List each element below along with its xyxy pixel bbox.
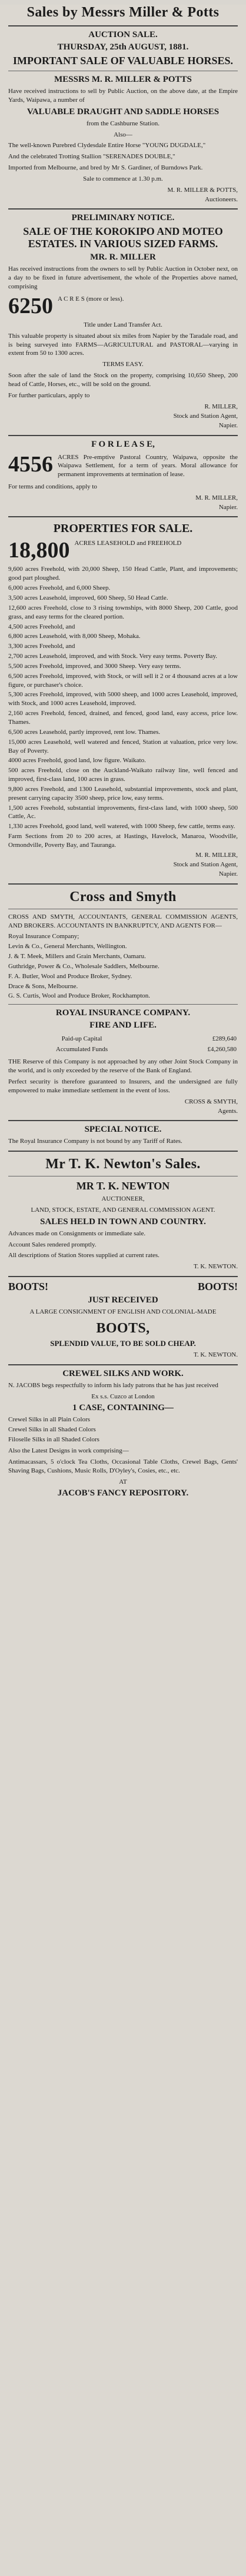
list-item: Royal Insurance Company; bbox=[8, 933, 79, 940]
list-item: 9,600 acres Freehold, with 20,000 Sheep, 150 Head Cattle, Plant, and improvements; good part ploughed. bbox=[8, 566, 238, 582]
acres-text: A C R E S (more or less). bbox=[58, 295, 124, 303]
section-header: Mr T. K. Newton's Sales. bbox=[45, 1156, 201, 1172]
firm-name: MESSRS M. R. MILLER & POTTS bbox=[54, 75, 192, 84]
lease-number: 4556 bbox=[8, 451, 53, 477]
list-item: 2,160 acres Freehold, fenced, drained, and fenced, good land, easy access, price low. Thames. bbox=[8, 710, 238, 726]
also-label: Also— bbox=[114, 131, 132, 138]
list-item: 6,800 acres Leasehold, with 8,000 Sheep, Mohaka. bbox=[8, 633, 141, 640]
miller-potts-section bbox=[8, 5, 238, 204]
divider bbox=[8, 1120, 238, 1121]
list-item: J. & T. Meek, Millers and Grain Merchants, Oamaru. bbox=[8, 953, 146, 960]
divider bbox=[8, 1276, 238, 1277]
body-text: Has received instructions from the owners to sell by Public Auction in October next, on a day to be fixed in future advertisement, the whole of the Properties above named, comprising bbox=[8, 265, 238, 291]
special-notice-section bbox=[8, 1125, 238, 1146]
just-received: JUST RECEIVED bbox=[88, 1295, 158, 1305]
properties-row bbox=[8, 539, 238, 561]
divider bbox=[8, 208, 238, 210]
divider bbox=[8, 1004, 238, 1005]
body-text: Antimacassars, 5 o'clock Tea Cloths, Occasional Table Cloths, Crewel Bags, Gents' Shaving Bags, Cushions, Music Rolls, D'Oyley's, Cosies, etc., etc. bbox=[8, 1458, 238, 1474]
capital-table bbox=[8, 1033, 238, 1055]
signature-line: CROSS & SMYTH, bbox=[184, 1098, 238, 1105]
sale-title: IMPORTANT SALE OF VALUABLE HORSES. bbox=[13, 55, 233, 67]
auction-sale-label: AUCTION SALE. bbox=[88, 30, 158, 39]
signature-line: M. R. MILLER & POTTS, bbox=[167, 186, 238, 194]
newton-section bbox=[8, 1156, 238, 1271]
agent-name: MR T. K. NEWTON bbox=[76, 1180, 170, 1192]
list-item: 6,000 acres Freehold, and 6,000 Sheep. bbox=[8, 584, 111, 592]
list-item: Drace & Sons, Melbourne. bbox=[8, 982, 78, 990]
list-item: 4000 acres Freehold, good land, low figure. Waikato. bbox=[8, 757, 146, 765]
sale-time: Sale to commence at 1.30 p.m. bbox=[83, 175, 163, 182]
table-row bbox=[9, 1045, 237, 1054]
agent-name: MR. R. MILLER bbox=[90, 252, 156, 262]
signature-line: Napier. bbox=[218, 422, 238, 430]
acres-row bbox=[8, 295, 238, 317]
list-item: Guthridge, Power & Co., Wholesale Saddlers, Melbourne. bbox=[8, 962, 159, 970]
capital-value: £289,640 bbox=[212, 1035, 237, 1043]
list-item: Crewel Silks in all Shaded Colors bbox=[8, 1426, 96, 1434]
list-item: F. A. Butler, Wool and Produce Broker, Sydney. bbox=[8, 972, 132, 980]
body-text: Perfect security is therefore guaranteed to Insurers, and the undersigned are fully empowered to make immediate settlement in the event of loss. bbox=[8, 1078, 238, 1094]
korokipo-section bbox=[8, 213, 238, 430]
properties-text: ACRES LEASEHOLD and FREEHOLD bbox=[74, 540, 182, 547]
body-text: This valuable property is situated about six miles from Napier by the Taradale road, and is being surveyed into FARMS—AGRICULTURAL and PASTORAL—varying in extent from 50 to 1300 acres. bbox=[8, 332, 238, 357]
list-item: 1,330 acres Freehold, good land, well watered, with 1000 Sheep, few cattle, terms easy. bbox=[8, 823, 235, 830]
divider bbox=[8, 883, 238, 885]
case-line: 1 CASE, CONTAINING— bbox=[72, 1403, 174, 1413]
signature-line: M. R. MILLER, bbox=[195, 494, 238, 501]
tagline: SPLENDID VALUE, TO BE SOLD CHEAP. bbox=[50, 1339, 196, 1348]
sale-date: THURSDAY, 25th AUGUST, 1881. bbox=[57, 42, 189, 52]
notice-label: PRELIMINARY NOTICE. bbox=[71, 213, 175, 223]
lease-title: F O R L E A S E, bbox=[91, 439, 155, 449]
boots-left: BOOTS! bbox=[8, 1280, 49, 1292]
boots-big: BOOTS, bbox=[96, 1321, 150, 1337]
body-text: Account Sales rendered promptly. bbox=[8, 1241, 97, 1248]
signature-line: M. R. MILLER, bbox=[195, 851, 238, 859]
signature-line: Auctioneers. bbox=[205, 196, 238, 204]
properties-number: 18,800 bbox=[8, 538, 70, 563]
section-title: CREWEL SILKS AND WORK. bbox=[62, 1368, 184, 1378]
body-text: And the celebrated Trotting Stallion "SERENADES DOUBLE," bbox=[8, 153, 175, 161]
signature-line: Napier. bbox=[218, 504, 238, 511]
body-text: CROSS AND SMYTH, ACCOUNTANTS, GENERAL COMMISSION AGENTS, AND BROKERS. ACCOUNTANTS IN BANKRUPTCY, AND AGENTS FOR— bbox=[8, 913, 238, 929]
body-text: Have received instructions to sell by Public Auction, on the above date, at the Empire Yards, Waipawa, a number of bbox=[8, 88, 238, 104]
list-item: Levin & Co., General Merchants, Wellington. bbox=[8, 943, 127, 950]
notice-title: SPECIAL NOTICE. bbox=[84, 1125, 162, 1135]
list-item: 5,500 acres Freehold, improved, and 3000 Sheep. Very easy terms. bbox=[8, 662, 181, 670]
section-header: Cross and Smyth bbox=[69, 889, 177, 905]
terms: TERMS EASY. bbox=[102, 361, 144, 368]
body-text: Imported from Melbourne, and bred by Mr S. Gardiner, of Burndows Park. bbox=[8, 164, 203, 172]
list-item: 500 acres Freehold, close on the Auckland-Waikato railway line, well fenced and improved, first-class land, 100 acres in grass. bbox=[8, 767, 238, 783]
title-text: Title under Land Transfer Act. bbox=[84, 321, 162, 328]
properties-list bbox=[8, 565, 238, 849]
cross-smyth-section bbox=[8, 889, 238, 1116]
lease-text: ACRES Pre-emptive Pastoral Country, Waipawa, opposite the Waipawa Settlement, for a term of years. Moral allowance for permanent improvements at termination of lease. bbox=[58, 453, 238, 478]
horse-type: VALUABLE DRAUGHT AND SADDLE HORSES bbox=[26, 107, 220, 117]
body-text: For further particulars, apply to bbox=[8, 391, 90, 399]
list-item: 1,500 acres Freehold, substantial improvements, first-class land, with 1000 sheep, 500 Cattle, Ac. bbox=[8, 804, 238, 820]
list-item: 6,500 acres Freehold, improved, with Stock, or will sell it 2 or 4 thousand acres at a low figure, or purchaser's choice. bbox=[8, 672, 238, 689]
properties-section bbox=[8, 522, 238, 878]
properties-title: PROPERTIES FOR SALE. bbox=[53, 522, 193, 536]
sales-held: SALES HELD IN TOWN AND COUNTRY. bbox=[40, 1216, 206, 1226]
body-text: THE Reserve of this Company is not approached by any other Joint Stock Company in the world, and is only exceeded by the reserve of the Bank of England. bbox=[8, 1058, 238, 1075]
shipment-line: Ex s.s. Cuzco at London bbox=[91, 1392, 155, 1400]
at-label: AT bbox=[119, 1478, 127, 1485]
divider bbox=[8, 1151, 238, 1152]
list-item: 3,500 acres Leasehold, improved, 600 Sheep, 50 Head Cattle. bbox=[8, 594, 168, 602]
body-text: Advances made on Consignments or immediate sale. bbox=[8, 1229, 146, 1237]
list-item: 15,000 acres Leasehold, well watered and fenced, Station at valuation, price very low. Bay of Poverty. bbox=[8, 738, 238, 754]
boots-section bbox=[8, 1281, 238, 1360]
boots-right: BOOTS! bbox=[197, 1280, 238, 1292]
list-item: 5,300 acres Freehold, improved, with 5000 sheep, and 1000 acres Leasehold, improved, with Stock, and 1000 acres Leasehold, improved. bbox=[8, 691, 238, 707]
body-text: For terms and conditions, apply to bbox=[8, 483, 97, 491]
list-item: 2,700 acres Leasehold, improved, and with Stock. Very easy terms. Poverty Bay. bbox=[8, 653, 217, 660]
acres-number: 6250 bbox=[8, 293, 53, 318]
capital-value: £4,260,580 bbox=[207, 1046, 237, 1053]
capital-label: Paid-up Capital bbox=[61, 1035, 102, 1043]
body-text: Also the Latest Designs in work comprising— bbox=[8, 1447, 129, 1454]
list-item: Filoselle Silks in all Shaded Colors bbox=[8, 1436, 99, 1444]
table-row bbox=[9, 1034, 237, 1043]
body-text: The well-known Purebred Clydesdale Entire Horse "YOUNG DUGDALE," bbox=[8, 142, 206, 149]
signature-line: Stock and Station Agent, bbox=[173, 861, 238, 869]
list-item: Crewel Silks in all Plain Colors bbox=[8, 1416, 91, 1424]
signature-line: Napier. bbox=[218, 870, 238, 878]
list-item: 6,500 acres Leasehold, partly improved, rent low. Thames. bbox=[8, 728, 161, 736]
subtitle: AUCTIONEER, bbox=[101, 1195, 145, 1203]
footer-title: JACOB'S FANCY REPOSITORY. bbox=[57, 1488, 189, 1498]
list-item: 3,300 acres Freehold, and bbox=[8, 643, 75, 650]
list-item: 9,800 acres Freehold, and 1300 Leasehold, substantial improvements, stock and plant, present carrying capacity 3500 sheep, price low, easy terms. bbox=[8, 785, 238, 802]
list-item: 4,500 acres Freehold, and bbox=[8, 623, 75, 630]
divider bbox=[8, 435, 238, 436]
body-text: The Royal Insurance Company is not bound by any Tariff of Rates. bbox=[8, 1138, 182, 1145]
divider bbox=[8, 1364, 238, 1365]
signature-line: T. K. NEWTON. bbox=[193, 1263, 238, 1271]
body-text: All descriptions of Station Stores supplied at current rates. bbox=[8, 1252, 159, 1259]
lease-section bbox=[8, 440, 238, 512]
capital-label: Accumulated Funds bbox=[55, 1046, 108, 1053]
list-item: G. S. Curtis, Wool and Produce Broker, Rockhampton. bbox=[8, 992, 151, 1000]
body-text: from the Cashburne Station. bbox=[86, 119, 160, 127]
signature-line: T. K. NEWTON. bbox=[193, 1351, 238, 1359]
list-item: Farm Sections from 20 to 200 acres, at Hastings, Havelock, Manaroa, Woodville, Ormondville, Poverty Bay, and Tauranga. bbox=[8, 833, 238, 849]
list-item: 12,600 acres Freehold, close to 3 rising townships, with 8000 Sheep, 200 Cattle, good grass, and easy terms for the cleared portion. bbox=[8, 604, 238, 620]
body-text: Soon after the sale of land the Stock on the property, comprising 10,650 Sheep, 200 head of Cattle, Horses, etc., will be sold on the ground. bbox=[8, 372, 238, 388]
insurance-title: ROYAL INSURANCE COMPANY. bbox=[55, 1008, 191, 1018]
crewel-section bbox=[8, 1369, 238, 1499]
signature-line: Agents. bbox=[218, 1107, 238, 1115]
section-header: Sales by Messrs Miller & Potts bbox=[26, 5, 220, 20]
lease-row bbox=[8, 453, 238, 480]
divider bbox=[8, 25, 238, 26]
newspaper-page bbox=[0, 5, 246, 2576]
subtitle: LAND, STOCK, ESTATE, AND GENERAL COMMISSION AGENT. bbox=[31, 1206, 215, 1214]
section-title: SALE OF THE KOROKIPO AND MOTEO ESTATES. IN VARIOUS SIZED FARMS. bbox=[23, 225, 223, 250]
body-text: A LARGE CONSIGNMENT OF ENGLISH AND COLONIAL-MADE bbox=[29, 1308, 217, 1315]
divider bbox=[8, 516, 238, 517]
signature-line: R. MILLER, bbox=[204, 403, 238, 410]
insurance-sub: FIRE AND LIFE. bbox=[89, 1021, 157, 1031]
boots-header bbox=[8, 1281, 238, 1293]
signature-line: Stock and Station Agent, bbox=[173, 412, 238, 420]
body-text: N. JACOBS begs respectfully to inform his lady patrons that he has just received bbox=[8, 1381, 218, 1389]
